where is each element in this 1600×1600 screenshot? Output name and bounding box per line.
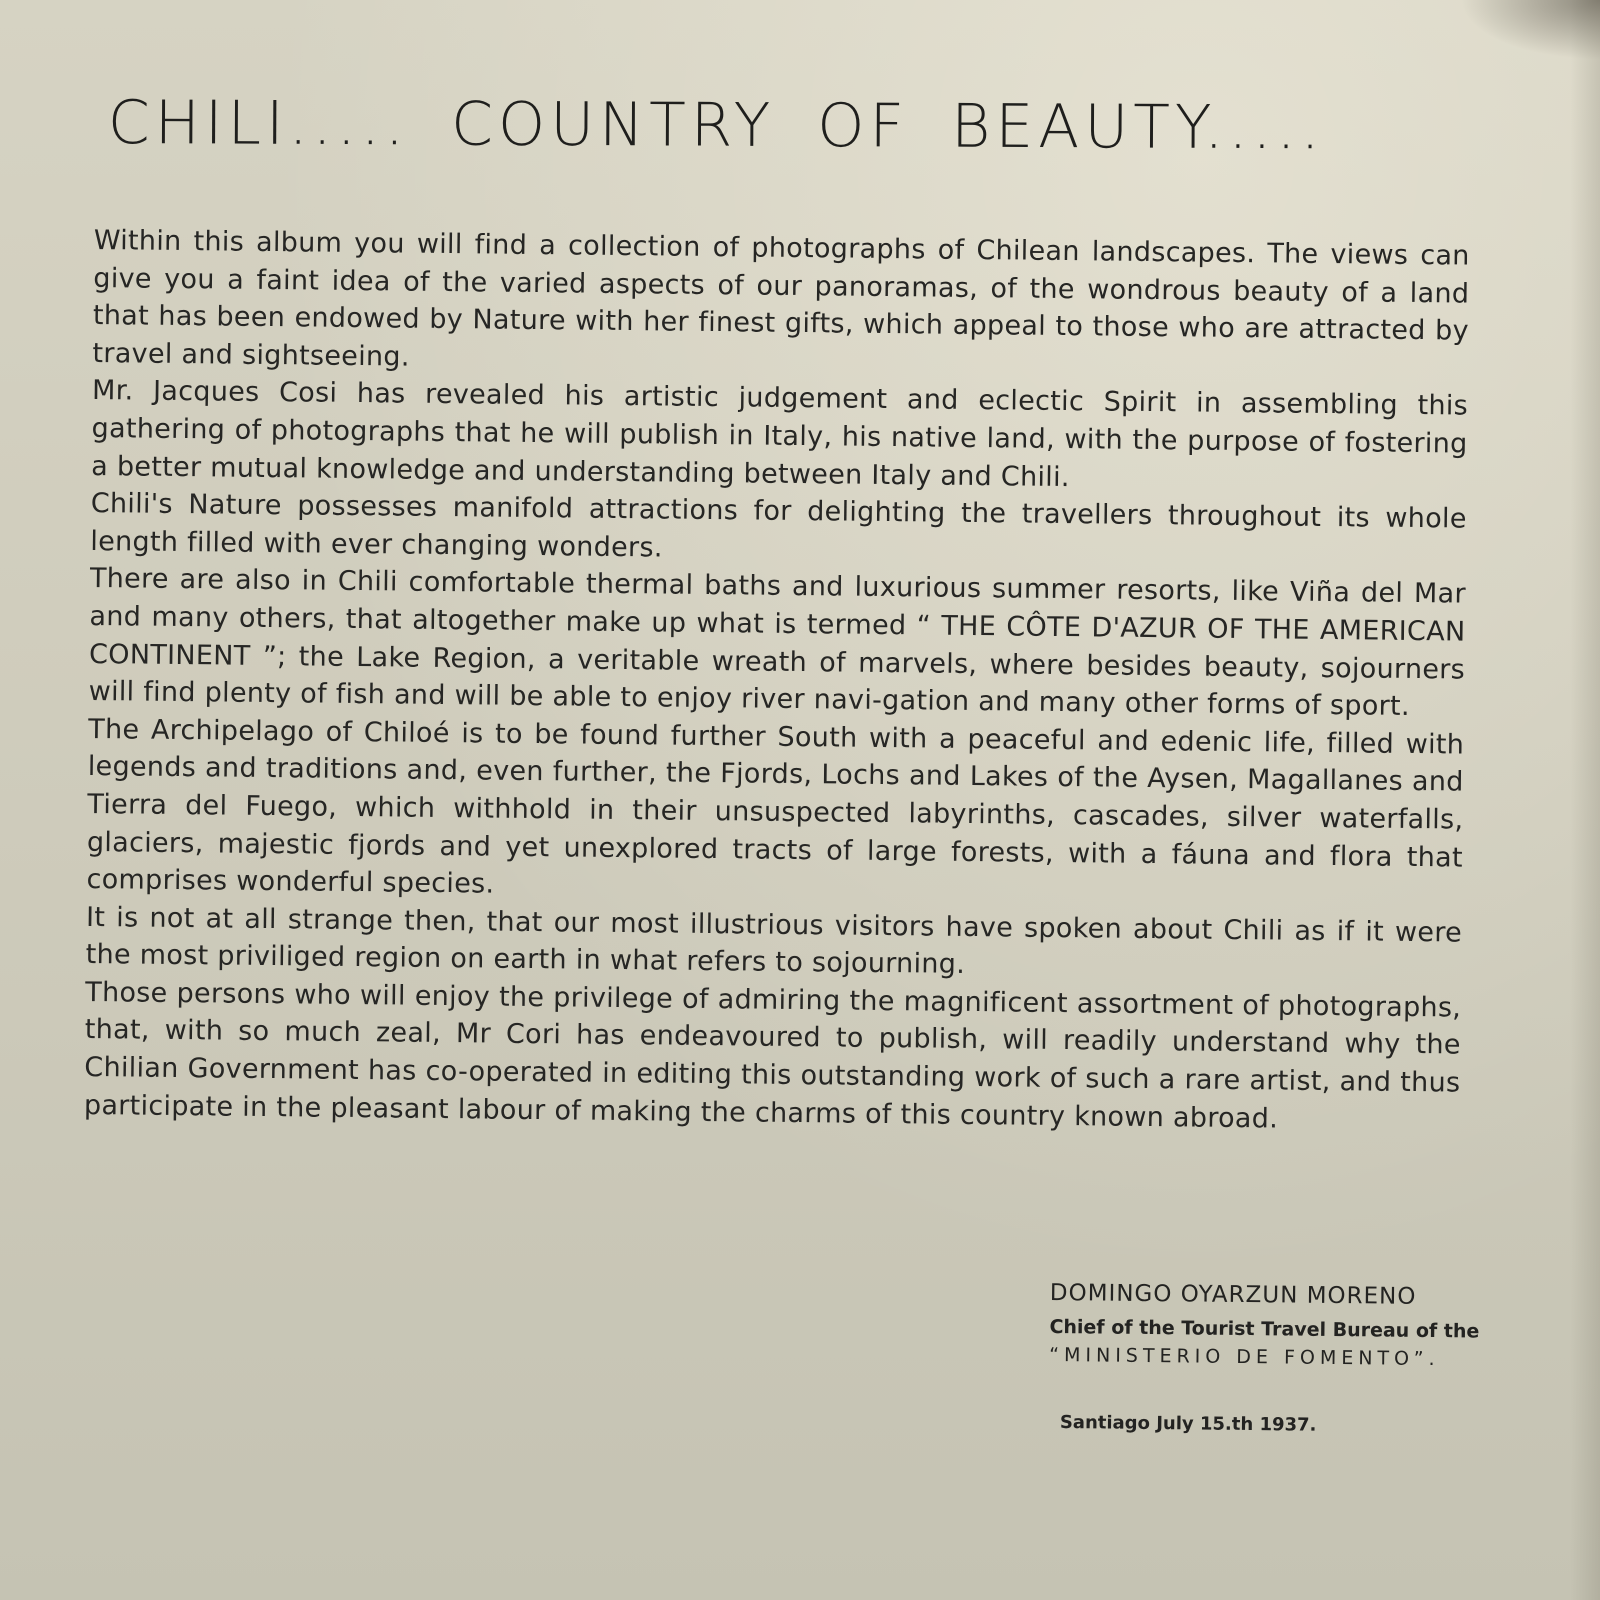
signatory-ministry: “MINISTERIO DE FOMENTO”. xyxy=(1049,1343,1440,1371)
paragraph-archipelago: The Archipelago of Chiloé is to be found further South with a peaceful and edenic life, filled with legends and traditions and, even further, the Fjords, Lochs and Lakes of the Aysen, Magallanes and Tierra del Fuego, which withhold in their unsuspected labyrinths, cascades, silver waterfalls, glaciers, majestic fjords and yet unexplored tracts of large forests, with a fáuna and flora that comprises wonderful species. xyxy=(86,713,1465,900)
signatory-name: DOMINGO OYARZUN MORENO xyxy=(1049,1280,1417,1310)
page-title: CHILI..... COUNTRY OF BEAUTY..... xyxy=(107,88,1325,164)
paragraph-album-intro: Within this album you will find a collection of photographs of Chilean landscapes. The views can give you a faint idea of the varied aspects of our panoramas, of the wondrous beauty of a land that has been endowed by Nature with her finest gifts, which appeal to those who are attracted by travel and sightseeing. xyxy=(92,224,1470,373)
body-text xyxy=(84,222,1470,1140)
paragraph-jacques-cosi: Mr. Jacques Cosi has revealed his artistic judgement and eclectic Spirit in assembling this gathering of photographs that he will publish in Italy, his native land, with the purpose of fostering a better mutual knowledge and understanding between Italy and Chili. xyxy=(91,375,1469,493)
signature-date: Santiago July 15.th 1937. xyxy=(1059,1412,1317,1436)
paragraph-nature: Chili's Nature possesses manifold attractions for delighting the travellers throughout its whole length filled with ever changing wonders. xyxy=(90,488,1467,564)
paragraph-resorts: There are also in Chili comfortable thermal baths and luxurious summer resorts, like Viña del Mar and many others, that altogether make up what is termed “ THE CÔTE D'AZUR OF THE AMERICAN CONTINENT ”; the Lake Region, a veritable wreath of marvels, where besides beauty, sojourners will find plenty of fish and will be able to enjoy river navi-gation and many other forms of sport. xyxy=(88,563,1467,723)
page-edge-shadow xyxy=(1570,0,1600,1600)
signatory-role: Chief of the Tourist Travel Bureau of the xyxy=(1049,1315,1480,1343)
paragraph-government: Those persons who will enjoy the privilege of admiring the magnificent assortment of photographs, that, with so much zeal, Mr Cori has endeavoured to publish, will readily understand why the Chilian Government has co-operated in editing this outstanding work of such a rare artist, and thus participate in the pleasant labour of making the charms of this country known abroad. xyxy=(83,976,1462,1135)
signature-block xyxy=(1049,1280,1480,1370)
paragraph-visitors: It is not at all strange then, that our most illustrious visitors have spoken about Chili as if it were the most priviliged region on earth in what refers to sojourning. xyxy=(85,901,1463,981)
